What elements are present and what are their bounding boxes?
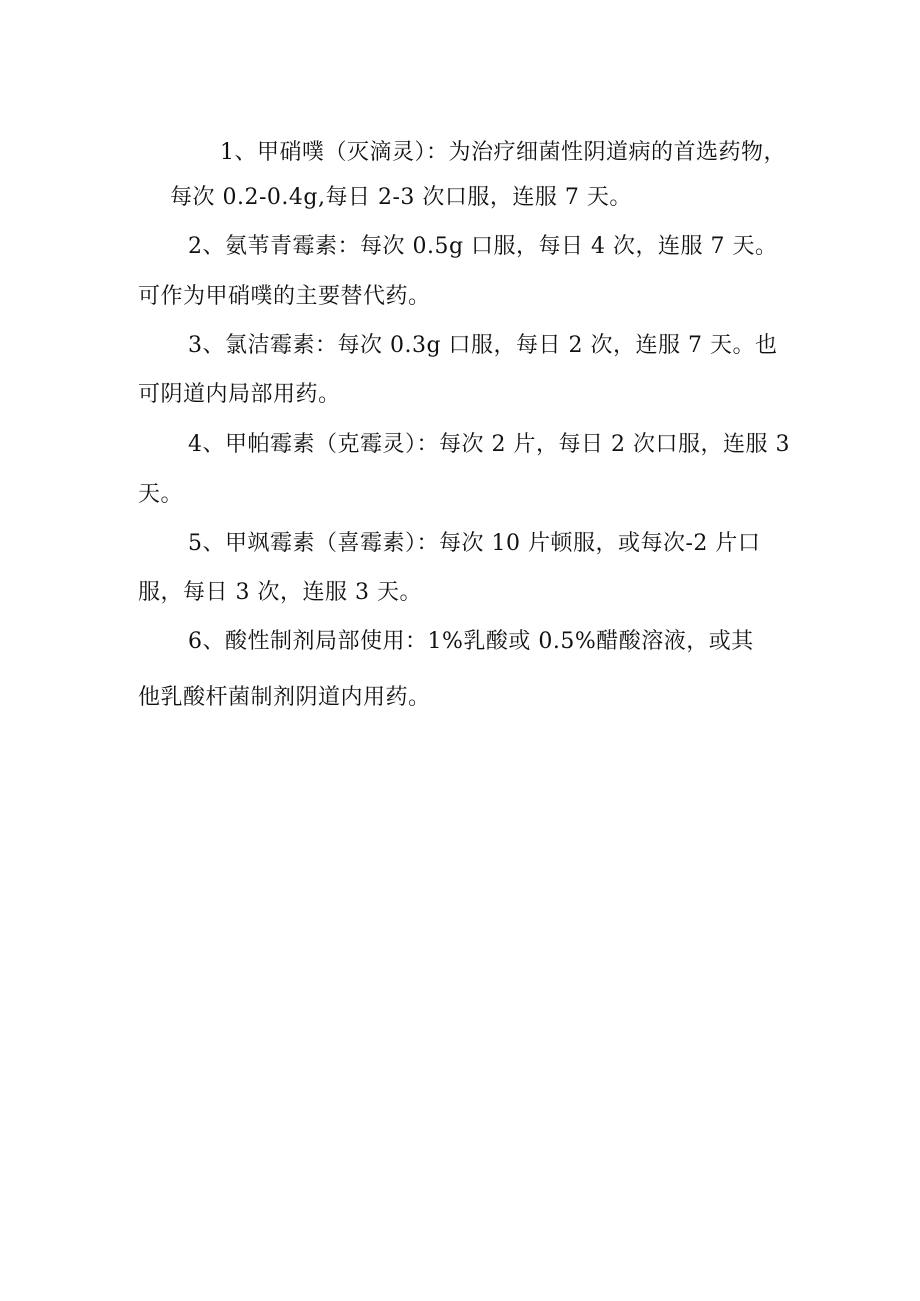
item-6-line-2: 他乳酸杆菌制剂阴道内用药。: [138, 685, 431, 710]
item-1-line-2: 每次 0.2-0.4g,每日 2-3 次口服，连服 7 天。: [170, 185, 632, 210]
item-3-line-1: 3、氯洁霉素：每次 0.3g 口服，每日 2 次，连服 7 天。也: [188, 333, 778, 358]
item-4-line-1: 4、甲帕霉素（克霉灵）：每次 2 片，每日 2 次口服，连服 3: [188, 432, 790, 457]
item-6-line-1: 6、酸性制剂局部使用：1%乳酸或 0.5%醋酸溶液，或其: [188, 629, 754, 654]
item-3-line-2: 可阴道内局部用药。: [138, 382, 341, 407]
item-4-line-2: 天。: [138, 482, 184, 507]
item-2-line-1: 2、氨苇青霉素：每次 0.5g 口服，每日 4 次，连服 7 天。: [188, 234, 778, 259]
item-2-line-2: 可作为甲硝噗的主要替代药。: [138, 284, 431, 309]
item-5-line-2: 服，每日 3 次，连服 3 天。: [138, 580, 422, 605]
item-1-line-1: 1、甲硝噗（灭滴灵）：为治疗细菌性阴道病的首选药物，: [220, 140, 786, 165]
item-5-line-1: 5、甲飒霉素（喜霉素）：每次 10 片顿服，或每次-2 片口: [188, 531, 761, 556]
